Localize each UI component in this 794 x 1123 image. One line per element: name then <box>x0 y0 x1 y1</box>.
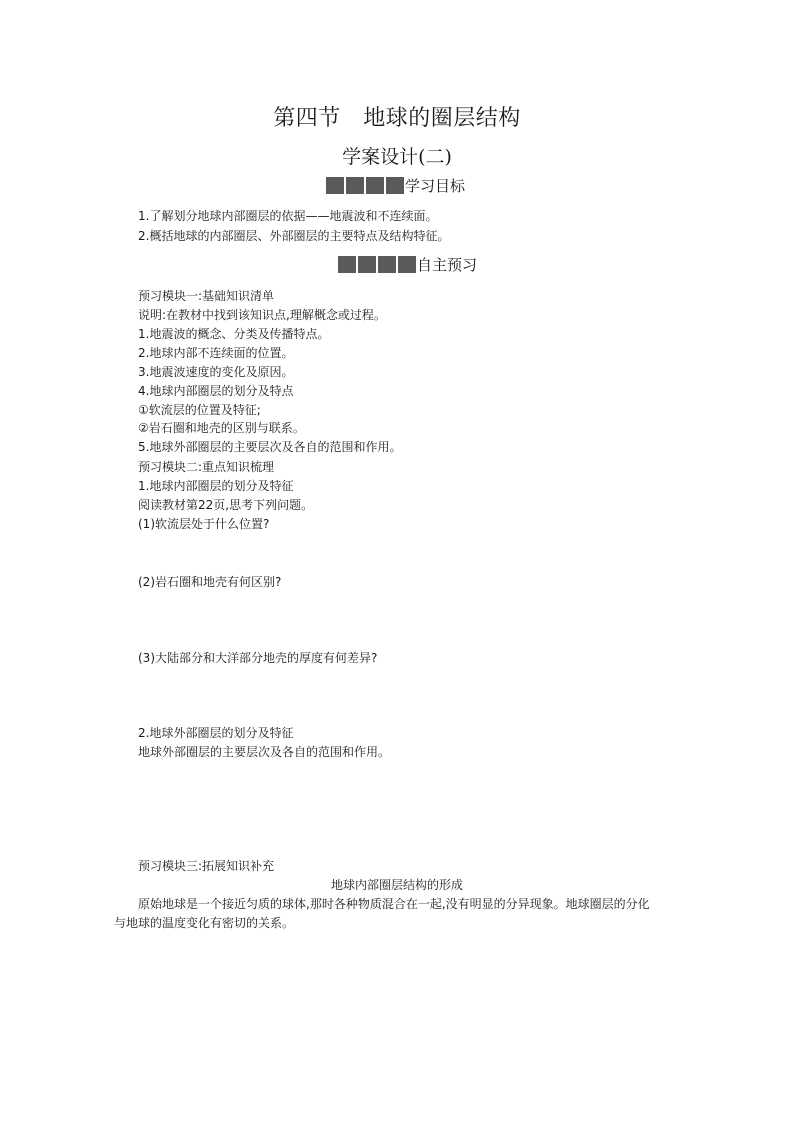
page-title: 第四节 地球的圈层结构 <box>273 106 521 131</box>
module-title: 预习模块一:基础知识清单 <box>138 289 275 303</box>
question: (2)岩石圈和地壳有何区别? <box>138 575 282 589</box>
list-item: ②岩石圈和地壳的区别与联系。 <box>138 421 305 435</box>
module-title: 预习模块三:拓展知识补充 <box>138 859 275 873</box>
banner-blocks <box>326 177 404 194</box>
article-heading: 地球内部圈层结构的形成 <box>330 878 463 892</box>
goal-item: 2.概括地球的内部圈层、外部圈层的主要特点及结构特征。 <box>138 229 450 243</box>
goal-item: 1.了解划分地球内部圈层的依据——地震波和不连续面。 <box>138 209 438 223</box>
list-item: 5.地球外部圈层的主要层次及各自的范围和作用。 <box>138 440 402 454</box>
subsection-description: 地球外部圈层的主要层次及各自的范围和作用。 <box>138 745 391 759</box>
banner-blocks <box>338 256 416 273</box>
article-paragraph-line: 与地球的温度变化有密切的关系。 <box>114 916 295 930</box>
question: (1)软流层处于什么位置? <box>138 517 270 531</box>
banner-label-goals: 学习目标 <box>405 177 466 195</box>
question: (3)大陆部分和大洋部分地壳的厚度有何差异? <box>138 651 378 665</box>
module-note: 说明:在教材中找到该知识点,理解概念或过程。 <box>138 308 386 322</box>
reading-instruction: 阅读教材第22页,思考下列问题。 <box>138 498 314 512</box>
section-banner-goals <box>326 175 465 196</box>
list-item: 4.地球内部圈层的划分及特点 <box>138 384 294 398</box>
page-subtitle: 学案设计(二) <box>342 146 452 168</box>
module-title: 预习模块二:重点知识梳理 <box>138 460 275 474</box>
banner-label-preview: 自主预习 <box>417 256 478 274</box>
subsection-heading: 2.地球外部圈层的划分及特征 <box>138 726 294 740</box>
list-item: 3.地震波速度的变化及原因。 <box>138 365 294 379</box>
article-paragraph-line: 原始地球是一个接近匀质的球体,那时各种物质混合在一起,没有明显的分异现象。地球圈层的分化 <box>138 897 650 911</box>
list-item: 2.地球内部不连续面的位置。 <box>138 346 294 360</box>
section-banner-preview <box>338 254 477 275</box>
subsection-heading: 1.地球内部圈层的划分及特征 <box>138 479 294 493</box>
list-item: 1.地震波的概念、分类及传播特点。 <box>138 327 330 341</box>
list-item: ①软流层的位置及特征; <box>138 403 261 417</box>
